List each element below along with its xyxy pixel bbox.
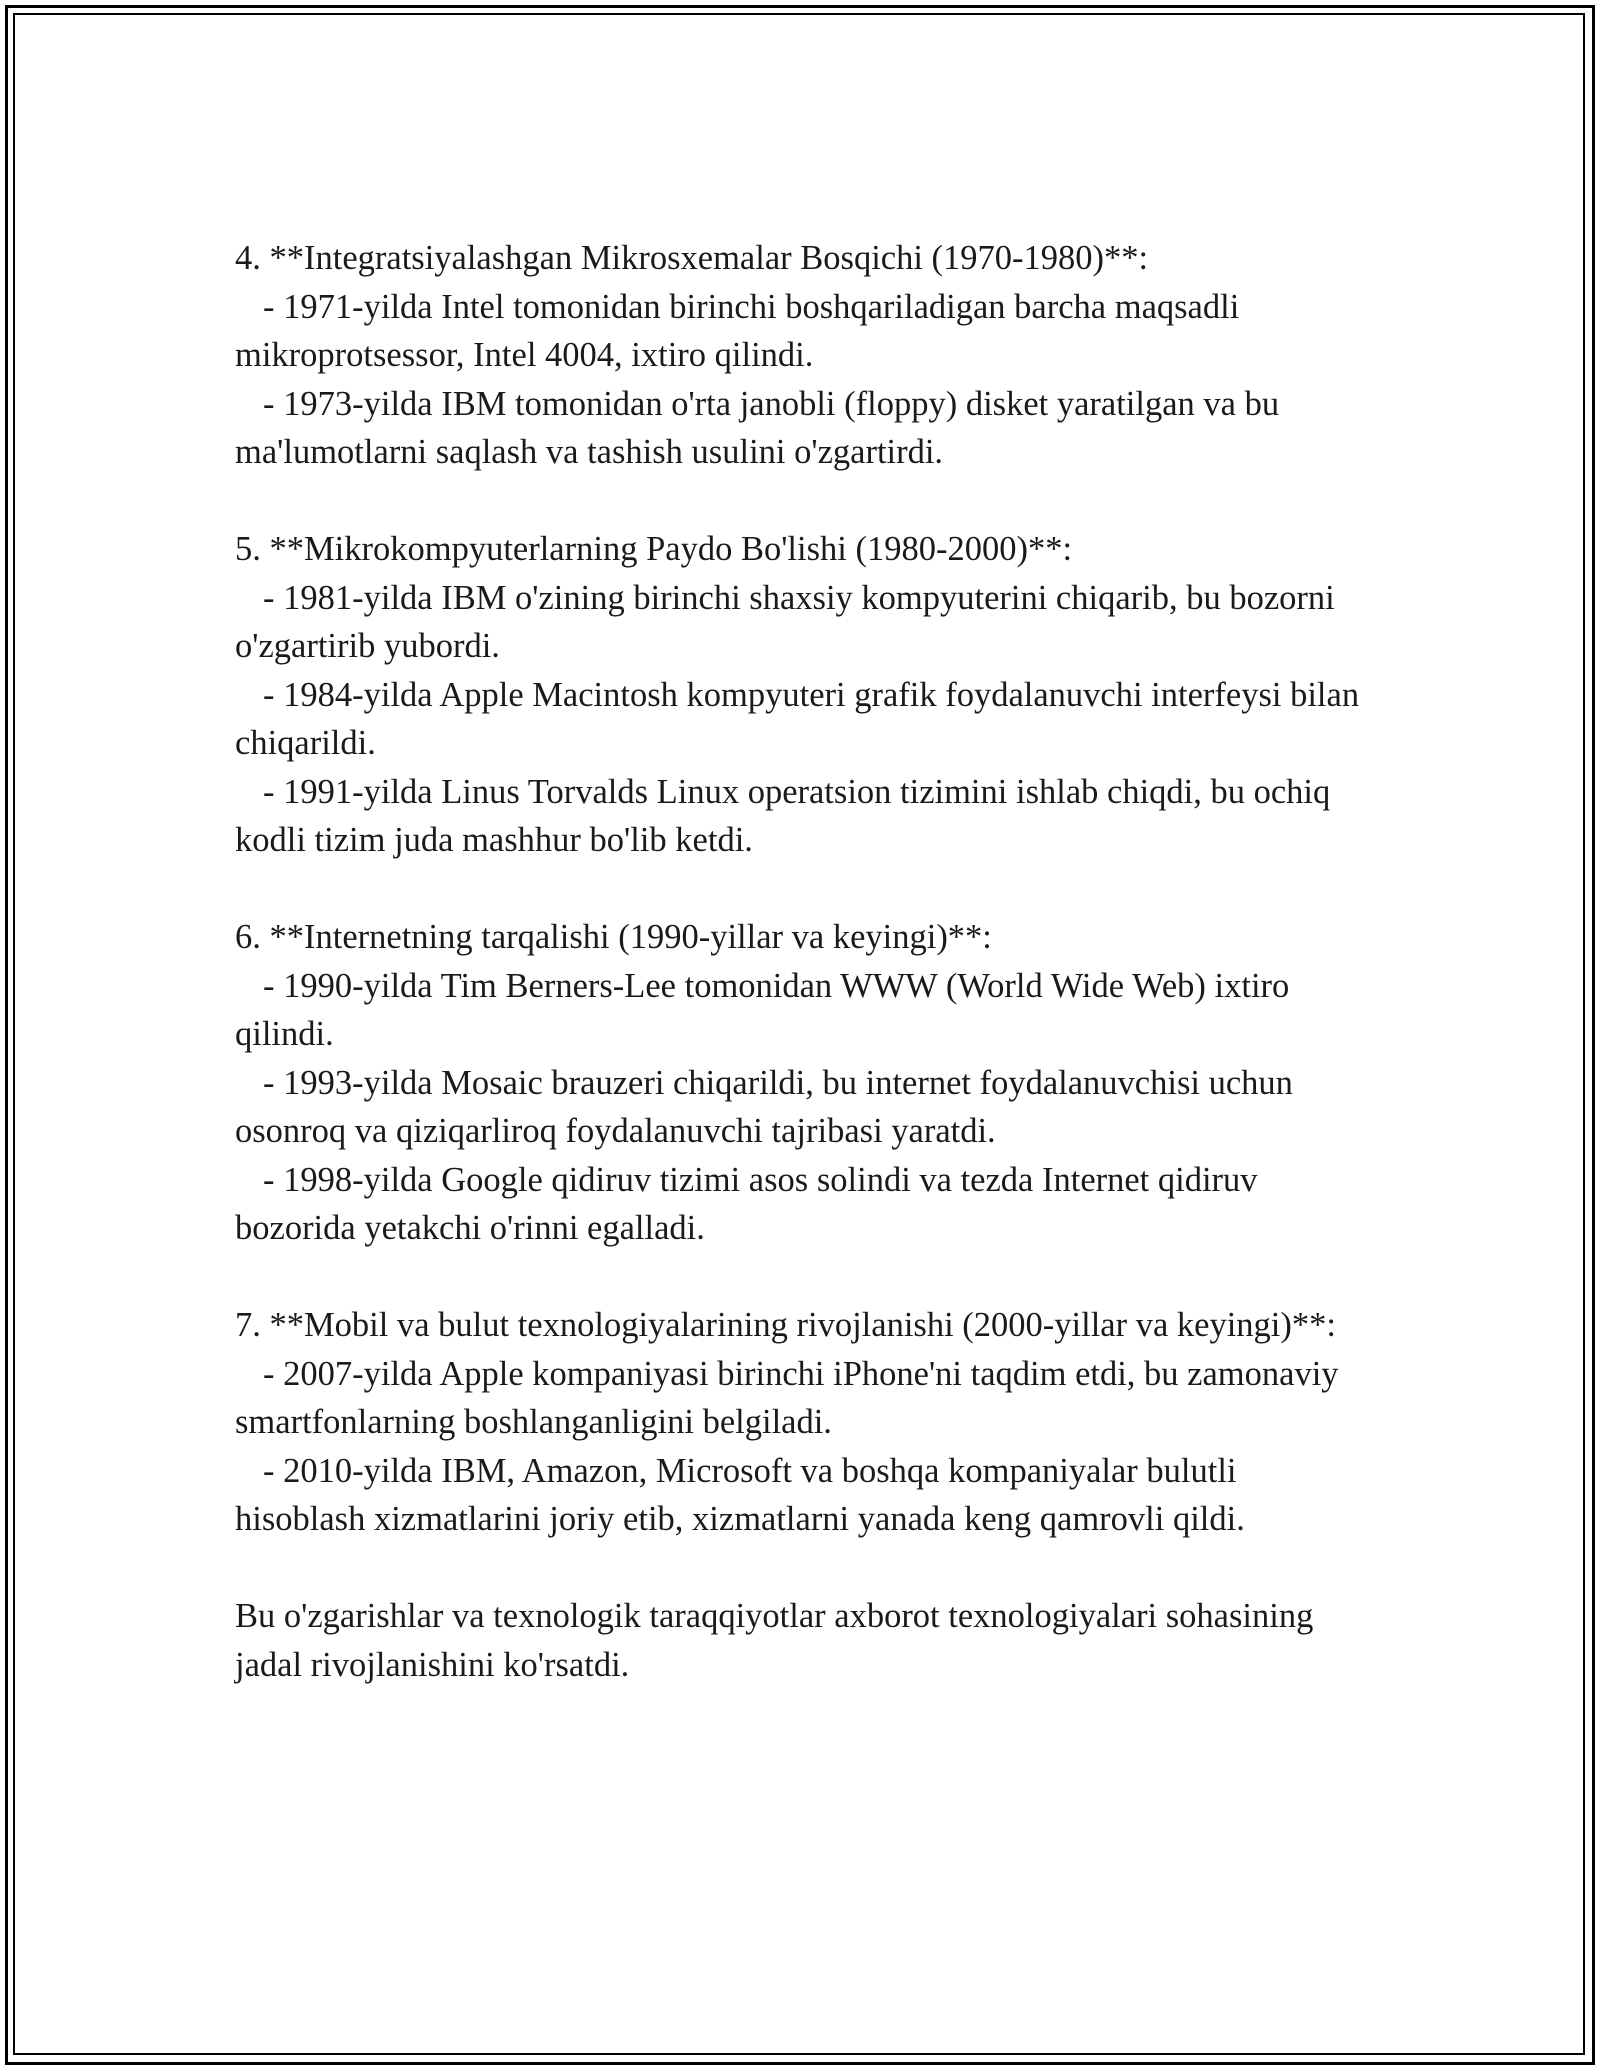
bullet-item (235, 1350, 1375, 1447)
bullet-marker: - (263, 1063, 275, 1102)
bullet-text: 1990-yilda Tim Berners-Lee tomonidan WWW (World Wide Web) ixtiro qilindi. (235, 966, 1290, 1053)
section-heading: 4. **Integratsiyalashgan Mikrosxemalar Bosqichi (1970-1980)**: (235, 239, 1149, 277)
section-5 (235, 525, 1375, 865)
section-7 (235, 1301, 1375, 1544)
bullet-text: 2007-yilda Apple kompaniyasi birinchi iPhone'ni taqdim etdi, bu zamonaviy smartfonlarning boshlanganligini belgiladi. (235, 1354, 1339, 1441)
bullet-marker: - (263, 287, 275, 326)
bullet-item (235, 574, 1375, 671)
bullet-text: 1984-yilda Apple Macintosh kompyuteri grafik foydalanuvchi interfeysi bilan chiqarildi. (235, 675, 1360, 762)
bullet-text: 2010-yilda IBM, Amazon, Microsoft va boshqa kompaniyalar bulutli hisoblash xizmatlarini joriy etib, xizmatlarni yanada keng qamrovli qildi. (235, 1451, 1245, 1538)
bullet-text: 1991-yilda Linus Torvalds Linux operatsion tizimini ishlab chiqdi, bu ochiq kodli tizim juda mashhur bo'lib ketdi. (235, 772, 1331, 859)
bullet-marker: - (263, 1451, 275, 1490)
section-6 (235, 913, 1375, 1253)
section-heading: 7. **Mobil va bulut texnologiyalarining rivojlanishi (2000-yillar va keyingi)**: (235, 1306, 1336, 1344)
bullet-marker: - (263, 772, 275, 811)
bullet-marker: - (263, 675, 275, 714)
bullet-marker: - (263, 578, 275, 617)
bullet-marker: - (263, 384, 275, 423)
section-4 (235, 234, 1375, 477)
bullet-item (235, 380, 1375, 477)
bullet-text: 1993-yilda Mosaic brauzeri chiqarildi, bu internet foydalanuvchisi uchun osonroq va qiziqarliroq foydalanuvchi tajribasi yaratdi. (235, 1063, 1293, 1150)
bullet-marker: - (263, 1160, 275, 1199)
bullet-item (235, 1059, 1375, 1156)
bullet-marker: - (263, 966, 275, 1005)
bullet-item (235, 768, 1375, 865)
bullet-text: 1998-yilda Google qidiruv tizimi asos solindi va tezda Internet qidiruv bozorida yetakchi o'rinni egalladi. (235, 1160, 1258, 1247)
bullet-text: 1973-yilda IBM tomonidan o'rta janobli (floppy) disket yaratilgan va bu ma'lumotlarni saqlash va tashish usulini o'zgartirdi. (235, 384, 1280, 471)
bullet-item (235, 671, 1375, 768)
section-heading: 6. **Internetning tarqalishi (1990-yillar va keyingi)**: (235, 918, 992, 956)
bullet-item (235, 1156, 1375, 1253)
bullet-text: 1981-yilda IBM o'zining birinchi shaxsiy kompyuterini chiqarib, bu bozorni o'zgartirib yubordi. (235, 578, 1335, 665)
bullet-item (235, 962, 1375, 1059)
section-heading: 5. **Mikrokompyuterlarning Paydo Bo'lishi (1980-2000)**: (235, 530, 1073, 568)
bullet-text: 1971-yilda Intel tomonidan birinchi boshqariladigan barcha maqsadli mikroprotsessor, Intel 4004, ixtiro qilindi. (235, 287, 1240, 374)
bullet-marker: - (263, 1354, 275, 1393)
bullet-item (235, 1447, 1375, 1544)
bullet-item (235, 283, 1375, 380)
document-body (235, 234, 1375, 1689)
closing-paragraph: Bu o'zgarishlar va texnologik taraqqiyotlar axborot texnologiyalari sohasining jadal rivojlanishini ko'rsatdi. (235, 1597, 1314, 1684)
